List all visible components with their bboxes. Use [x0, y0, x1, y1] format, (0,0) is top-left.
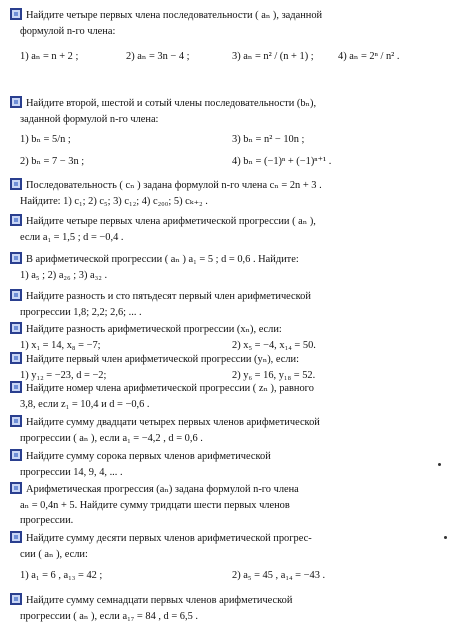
task-10-line-2: прогрессии ( aₙ ), если a₁ = −4,2 , d = 0,6 . [20, 432, 203, 444]
task-12 [10, 482, 444, 529]
task-10-line-1: Найдите сумму двадцати четырех первых членов арифметической [26, 417, 320, 428]
task-bullet-icon [10, 482, 22, 494]
task-7-formulas [10, 338, 444, 354]
formula: 2) a₅ = 45 , a₁₄ = −43 . [232, 570, 326, 581]
task-bullet-icon [10, 449, 22, 461]
task-bullet-icon [10, 531, 22, 543]
formula: 1) y₁₂ = −23, d = −2; [20, 369, 107, 381]
task-1-formulas [10, 49, 444, 65]
task-bullet-icon [10, 289, 22, 301]
task-11-line-1: Найдите сумму сорока первых членов арифметической [26, 451, 271, 462]
task-bullet-icon [10, 178, 22, 190]
task-2-formulas-row-2 [10, 154, 444, 170]
scan-speck [444, 536, 447, 539]
task-bullet-icon [10, 96, 22, 108]
task-bullet-icon [10, 381, 22, 393]
task-14 [10, 593, 444, 624]
task-3-line-1: Последовательность ( cₙ ) задана формулой n-го члена cₙ = 2n + 3 . [26, 180, 322, 191]
task-6-line-2: прогрессии 1,8; 2,2; 2,6; ... . [20, 306, 142, 318]
task-7 [10, 322, 444, 353]
task-13-formulas [10, 568, 444, 584]
formula: 1) aₙ = n + 2 ; [20, 51, 79, 62]
task-4-line-2: если a₁ = 1,5 ; d = −0,4 . [20, 231, 124, 243]
task-1 [10, 8, 444, 73]
task-8-line-1: Найдите первый член арифметической прогрессии (yₙ), если: [26, 354, 299, 365]
task-13 [10, 531, 444, 584]
task-5-line-2: 1) a₅ ; 2) a₂₆ ; 3) a₃₂ . [20, 269, 108, 281]
task-3 [10, 178, 444, 209]
task-4-line-1: Найдите четыре первых члена арифметической прогрессии ( aₙ ), [26, 216, 316, 227]
task-6 [10, 289, 444, 320]
task-13-line-1: Найдите сумму десяти первых членов арифметической прогрес- [26, 533, 312, 544]
task-3-line-2: Найдите: 1) c₁; 2) c₅; 3) c₁₂; 4) c₂₀₀; 5) cₖ₊₂ . [20, 195, 208, 207]
task-9 [10, 381, 444, 412]
task-12-line-3: прогрессии. [20, 515, 74, 526]
task-2-line-2: заданной формулой n-го члена: [20, 113, 159, 125]
formula: 4) bₙ = (−1)ⁿ + (−1)ⁿ⁺¹ . [232, 155, 332, 167]
formula: 2) aₙ = 3n − 4 ; [126, 51, 190, 62]
task-11-line-2: прогрессии 14, 9, 4, ... . [20, 466, 123, 478]
formula: 1) bₙ = 5/n ; [20, 134, 71, 145]
task-12-line-1: Арифметическая прогрессия (aₙ) задана формулой n-го члена [26, 484, 299, 495]
task-6-line-1: Найдите разность и сто пятьдесят первый член арифметической [26, 291, 311, 302]
task-bullet-icon [10, 252, 22, 264]
formula: 2) bₙ = 7 − 3n ; [20, 155, 85, 167]
formula: 3) aₙ = n² / (n + 1) ; [232, 51, 314, 62]
task-2-formulas-row-1 [10, 132, 444, 148]
task-11 [10, 449, 444, 480]
task-9-line-1: Найдите номер члена арифметической прогрессии ( zₙ ), равного [26, 383, 314, 394]
task-1-line-1: Найдите четыре первых члена последовательности ( aₙ ), заданной [26, 10, 323, 21]
formula: 3) bₙ = n² − 10n ; [232, 134, 305, 145]
task-9-line-2: 3,8, если z₁ = 10,4 и d = −0,6 . [20, 398, 150, 410]
scan-speck [438, 463, 441, 466]
task-bullet-icon [10, 352, 22, 364]
task-1-line-2: формулой n-го члена: [20, 25, 116, 37]
formula: 1) a₁ = 6 , a₁₃ = 42 ; [20, 570, 103, 581]
task-5 [10, 252, 444, 283]
task-13-line-2: сии ( aₙ ), если: [20, 548, 88, 560]
task-5-line-1: В арифметической прогрессии ( aₙ ) a₁ = 5 ; d = 0,6 . Найдите: [26, 254, 299, 265]
formula: 2) y₆ = 16, y₁₈ = 52. [232, 369, 316, 381]
task-7-line-1: Найдите разность арифметической прогрессии (xₙ), если: [26, 324, 282, 335]
task-10 [10, 415, 444, 446]
formula: 1) x₁ = 14, x₈ = −7; [20, 339, 101, 351]
task-2-line-1: Найдите второй, шестой и сотый члены последовательности (bₙ), [26, 98, 317, 109]
task-bullet-icon [10, 415, 22, 427]
task-bullet-icon [10, 8, 22, 20]
task-bullet-icon [10, 593, 22, 605]
task-14-line-2: прогрессии ( aₙ ), если a₁₇ = 84 , d = 6,5 . [20, 610, 198, 622]
formula: 4) aₙ = 2ⁿ / n² . [338, 51, 400, 62]
formula: 2) x₅ = −4, x₁₄ = 50. [232, 339, 316, 351]
task-bullet-icon [10, 214, 22, 226]
task-12-line-2: aₙ = 0,4n + 5. Найдите сумму тридцати шести первых членов [20, 499, 290, 511]
task-4 [10, 214, 444, 245]
task-8 [10, 352, 444, 383]
task-14-line-1: Найдите сумму семнадцати первых членов арифметической [26, 595, 293, 606]
task-bullet-icon [10, 322, 22, 334]
task-2 [10, 96, 444, 169]
